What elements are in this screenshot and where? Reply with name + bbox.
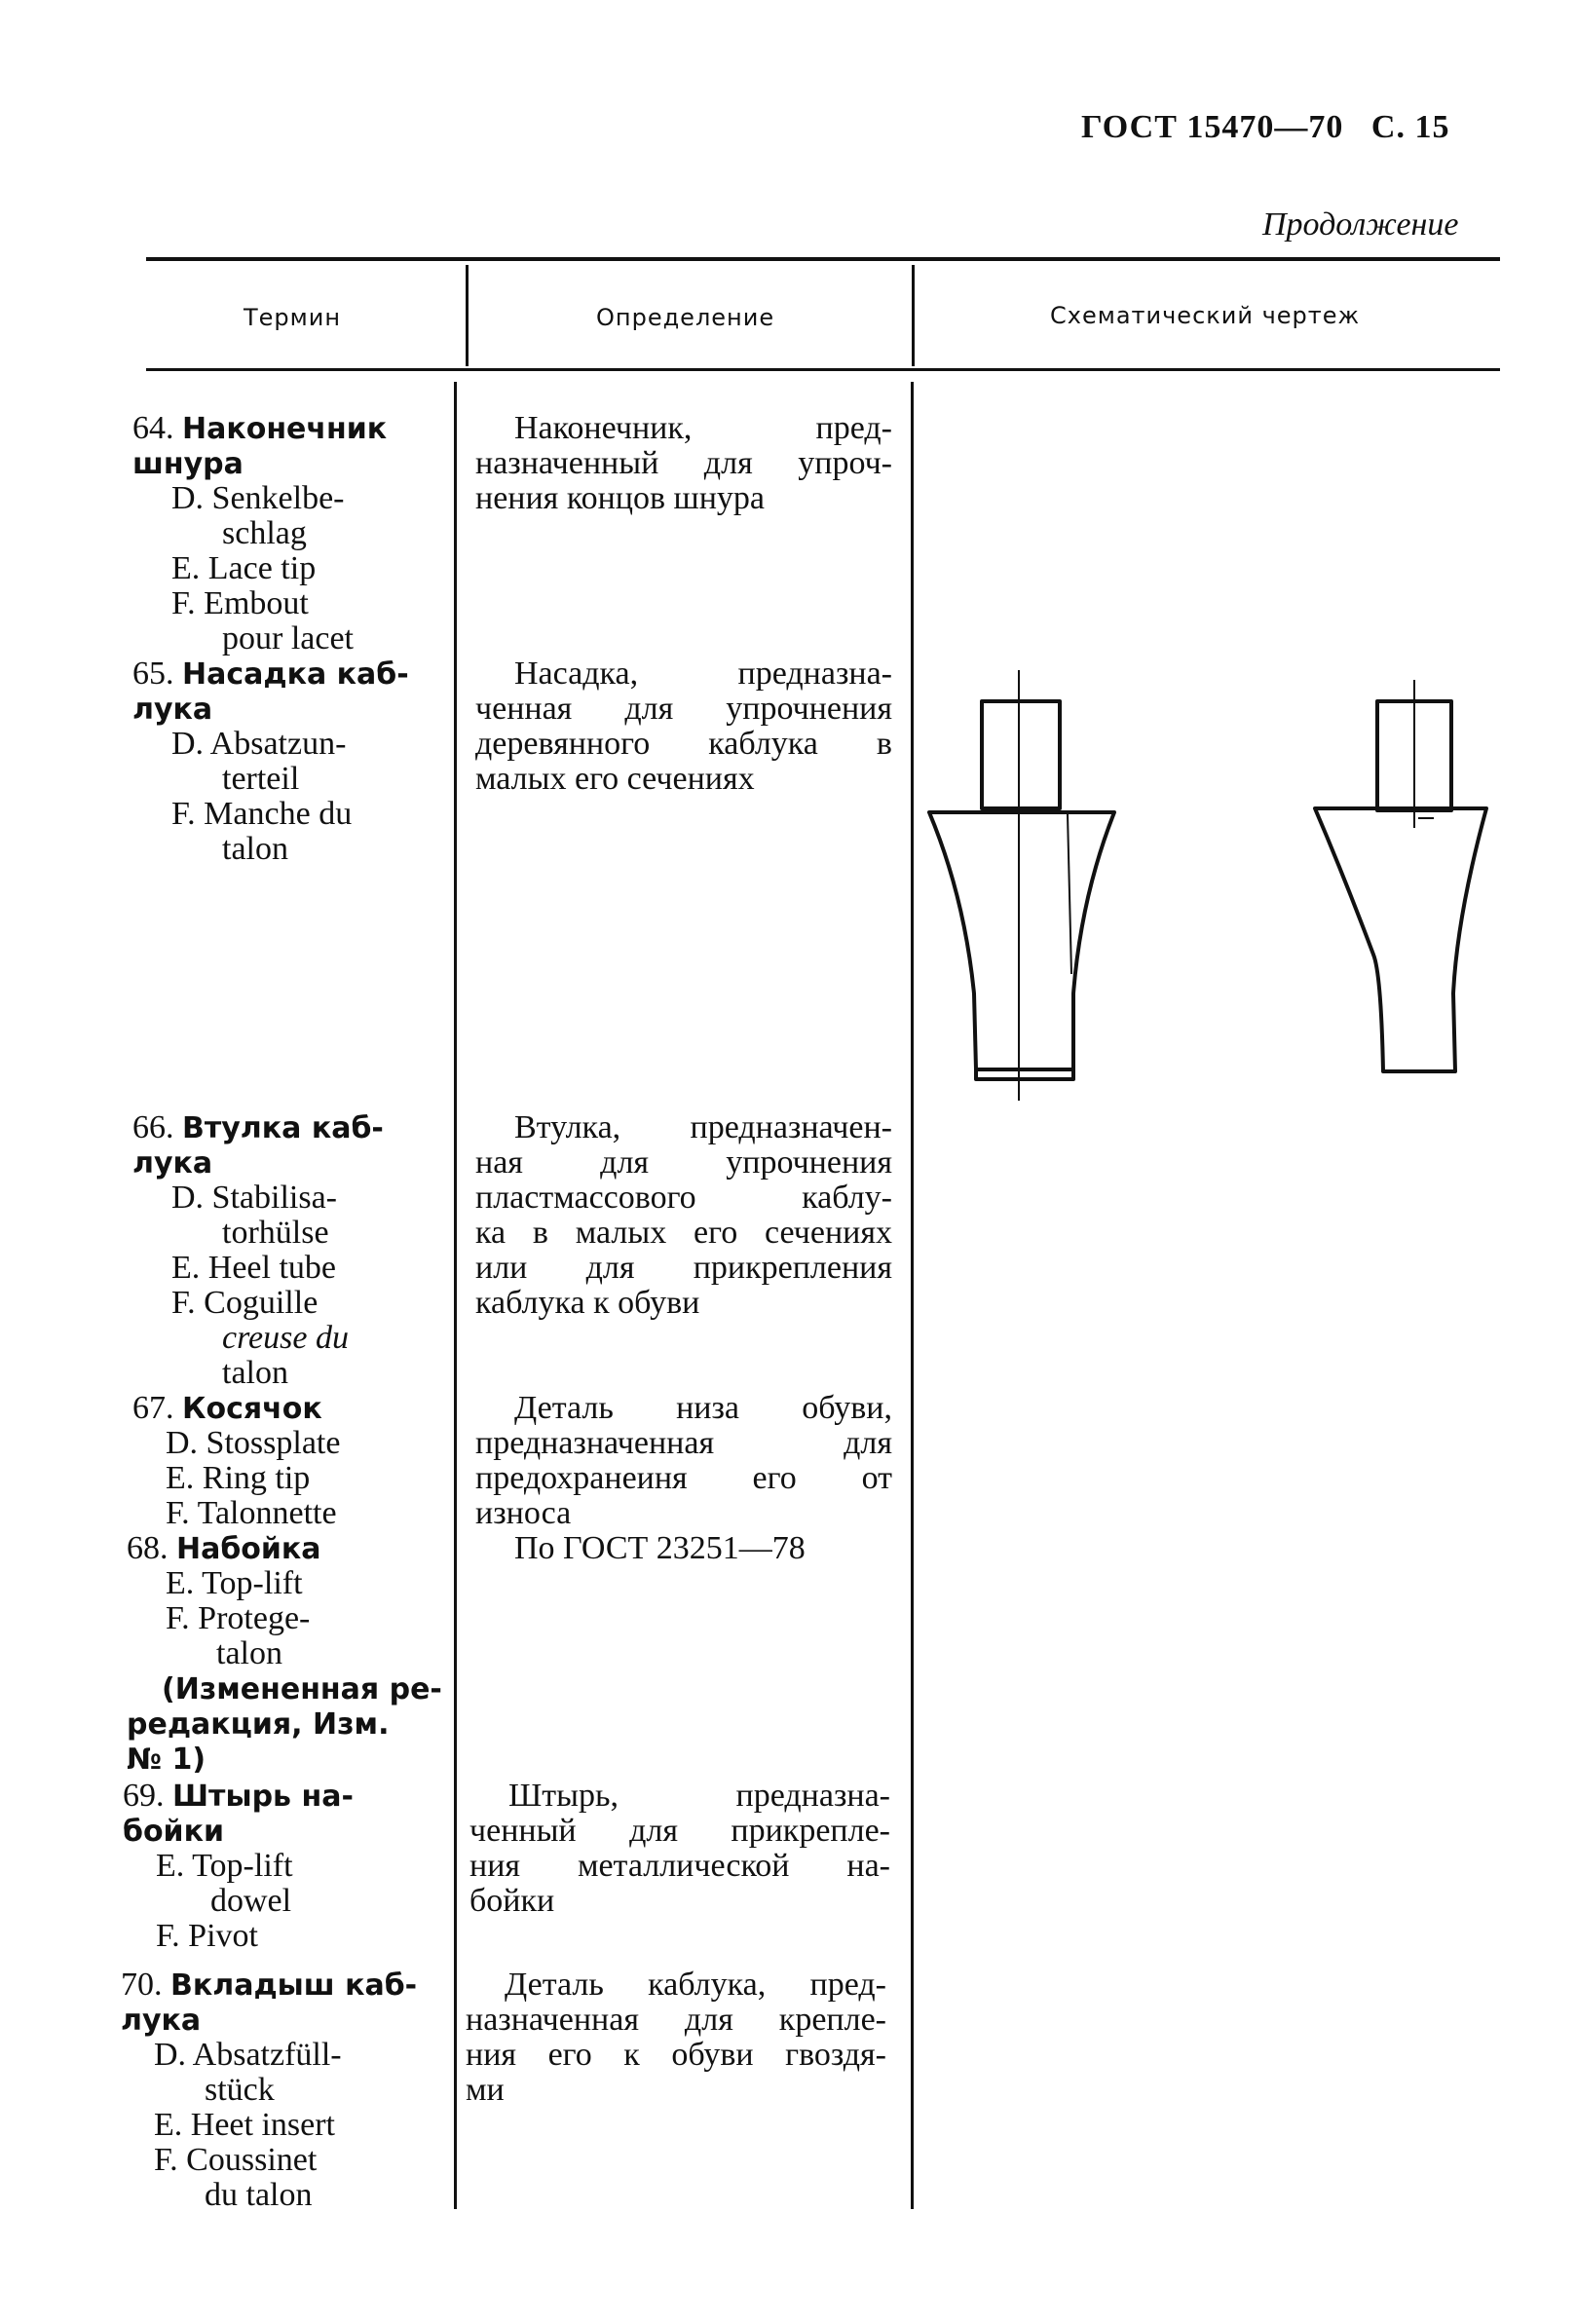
definition-67: Деталь низа обуви, предназначенная для предохранеиня его от износа (475, 1390, 892, 1531)
column-header-drawing: Схематический чертеж (1050, 302, 1361, 329)
term-65: 65. Насадка каб- лука D. Absatzun- terteil F. Manche du talon (132, 656, 409, 867)
table-header-rule (146, 368, 1500, 371)
heel-attachment-drawing (916, 662, 1520, 1110)
continuation-label: Продолжение (1262, 206, 1459, 243)
heel-attachment-drawing-right (1315, 680, 1486, 1071)
definition-69: Штырь, предназна- ченный для прикрепле- ния металлической на- бойки (469, 1778, 890, 1919)
term-68: 68. Набойка E. Top-lift F. Protege- talon (Измененная ре- редакция, Изм. № 1) (127, 1530, 442, 1777)
term-67: 67. Косячок D. Stossplate E. Ring tip F. Talonnette (132, 1390, 341, 1531)
definition-66: Втулка, предназначен- ная для упрочнения пластмассового каблу- ка в малых его сечениях или для прикрепления каблука к обуви (475, 1109, 892, 1321)
term-64: 64. Наконечник шнура D. Senkelbe- schlag E. Lace tip F. Embout pour lacet (132, 410, 388, 656)
page-number: С. 15 (1370, 109, 1450, 145)
col-divider-1 (454, 382, 457, 2209)
table-top-rule (146, 257, 1500, 261)
definition-68: По ГОСТ 23251—78 (514, 1530, 806, 1566)
col-divider-2 (911, 382, 914, 2209)
definition-65: Насадка, предназна- ченная для упрочнения деревянного каблука в малых его сечениях (475, 656, 892, 797)
column-header-term: Термин (244, 304, 342, 331)
standard-number: ГОСТ 15470—70 С. 15 (1081, 109, 1450, 145)
term-70: 70. Вкладыш каб- лука D. Absatzfüll- stück E. Heet insert F. Coussinet du talon (121, 1967, 418, 2213)
definition-64: Наконечник, пред- назначенный для упроч- нения концов шнура (475, 410, 892, 516)
definition-70: Деталь каблука, пред- назначенная для крепле- ния его к обуви гвоздя- ми (466, 1967, 886, 2108)
heel-attachment-drawing-left (929, 670, 1114, 1101)
term-66: 66. Втулка каб- лука D. Stabilisa- torhülse E. Heel tube F. Coguille creuse du talon (132, 1109, 384, 1391)
col-divider-2-header (912, 265, 915, 366)
term-69: 69. Штырь на- бойки E. Top-lift dowel F. Pivot (123, 1778, 354, 1954)
column-header-definition: Определение (596, 304, 775, 331)
col-divider-1-header (466, 265, 469, 366)
